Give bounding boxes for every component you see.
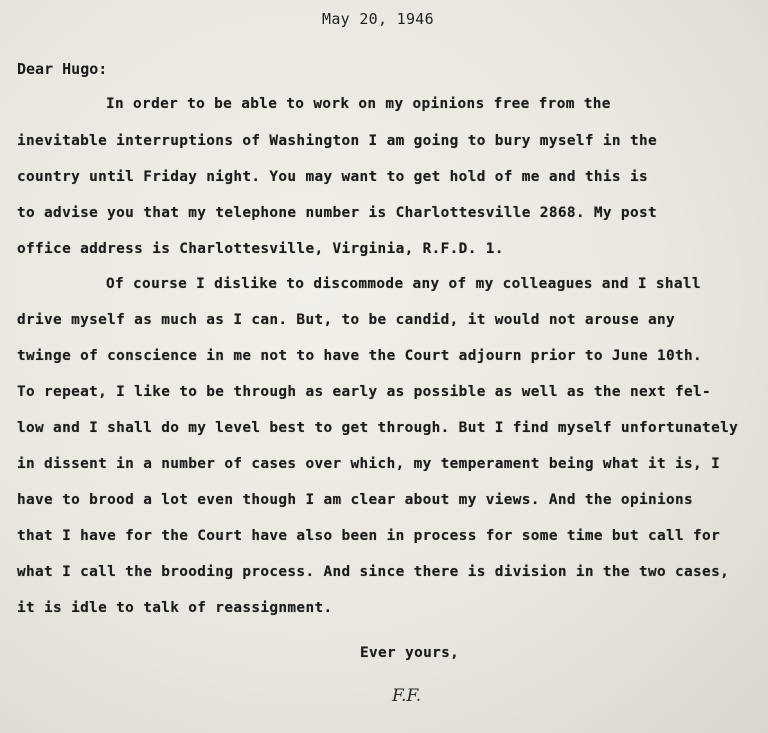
body-line: To repeat, I like to be through as early as possible as well as the next fel-: [17, 384, 712, 400]
body-line: low and I shall do my level best to get through. But I find myself unfortunately: [17, 420, 739, 436]
body-line: Of course I dislike to discommode any of my colleagues and I shall: [106, 276, 701, 292]
body-line: have to brood a lot even though I am clear about my views. And the opinions: [17, 492, 694, 508]
body-line: in dissent in a number of cases over which, my temperament being what it is, I: [17, 456, 721, 472]
body-line: inevitable interruptions of Washington I am going to bury myself in the: [17, 133, 657, 149]
body-line: to advise you that my telephone number is Charlottesville 2868. My post: [17, 205, 657, 221]
body-line: drive myself as much as I can. But, to be candid, it would not arouse any: [17, 312, 676, 328]
letter-date: May 20, 1946: [322, 10, 434, 28]
body-line: it is idle to talk of reassignment.: [17, 600, 333, 616]
body-line: country until Friday night. You may want to get hold of me and this is: [17, 169, 648, 185]
body-line: that I have for the Court have also been in process for some time but call for: [17, 528, 721, 544]
body-line: office address is Charlottesville, Virginia, R.F.D. 1.: [17, 241, 504, 257]
body-line: In order to be able to work on my opinions free from the: [106, 96, 611, 112]
salutation: Dear Hugo:: [17, 60, 108, 78]
signature: F.F.: [392, 686, 422, 706]
closing: Ever yours,: [360, 645, 460, 661]
body-line: twinge of conscience in me not to have the Court adjourn prior to June 10th.: [17, 348, 703, 364]
body-line: what I call the brooding process. And since there is division in the two cases,: [17, 564, 730, 580]
